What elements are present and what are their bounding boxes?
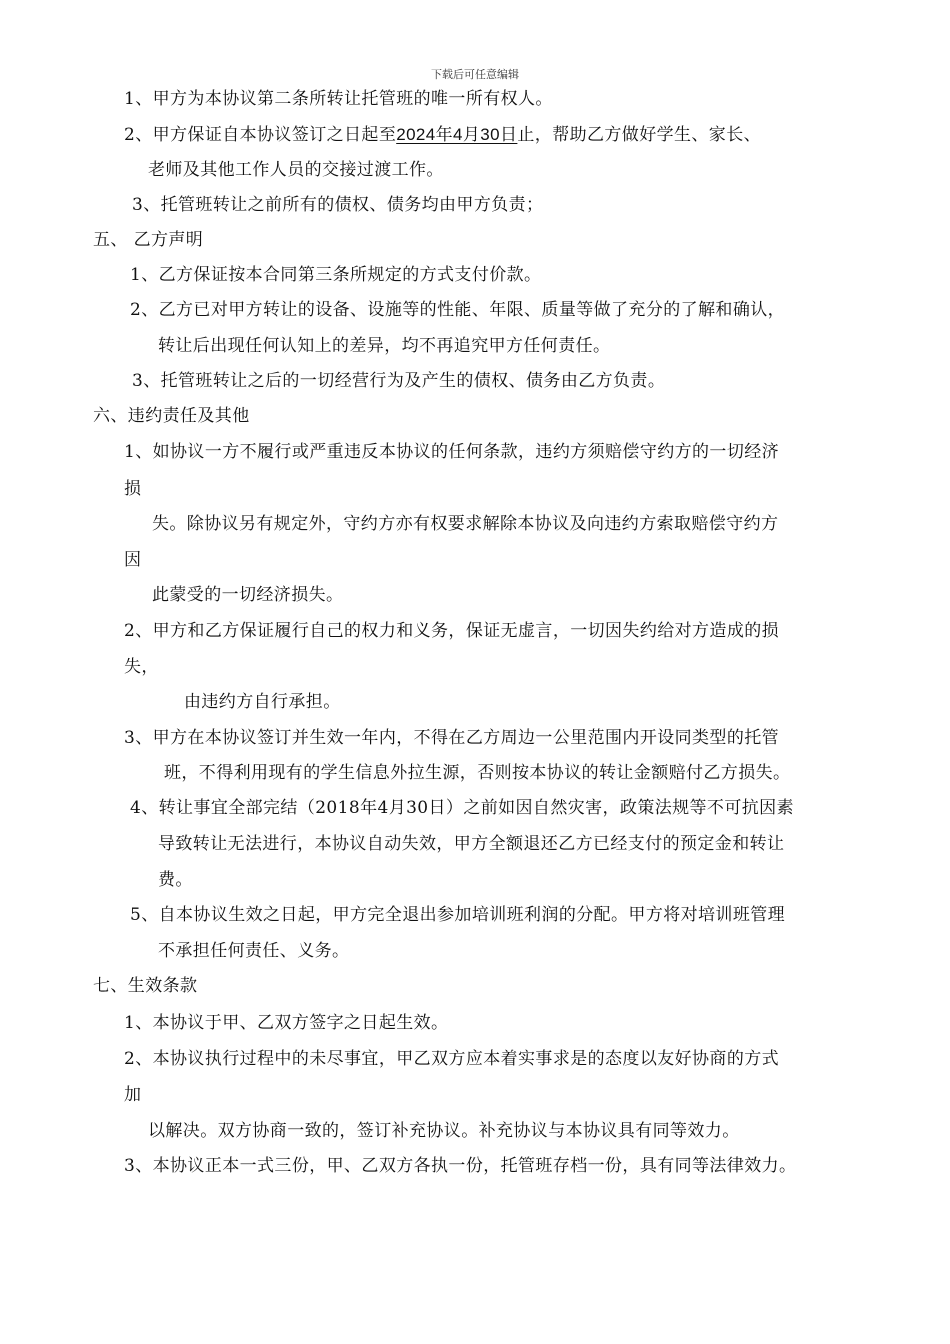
- art6-item-3: 3、甲方在本协议签订并生效一年内，不得在乙方周边一公里范围内开设同类型的托管: [124, 728, 780, 748]
- art6-item-1: 1、如协议一方不履行或严重违反本协议的任何条款，违约方须赔偿守约方的一切经济: [124, 442, 780, 462]
- art5-item-1: 1、乙方保证按本合同第三条所规定的方式支付价款。: [130, 265, 542, 285]
- art4-item-2-prefix: 2、甲方保证自本协议签订之日起至: [124, 125, 397, 145]
- art6-item-4-cont-1: 导致转让无法进行，本协议自动失效，甲方全额退还乙方已经支付的预定金和转让: [158, 834, 785, 854]
- art7-item-3: 3、本协议正本一式三份，甲、乙双方各执一份，托管班存档一份，具有同等法律效力。: [124, 1156, 797, 1176]
- art7-heading: 七、生效条款: [93, 976, 198, 996]
- art6-item-4-cont-2: 费。: [158, 870, 193, 890]
- art4-item-3: 3、托管班转让之前所有的债权、债务均由甲方负责；: [132, 195, 544, 215]
- art7-item-2-cont: 以解决。双方协商一致的，签订补充协议。补充协议与本协议具有同等效力。: [148, 1121, 740, 1141]
- art6-item-1-wrap-2: 因: [124, 550, 142, 570]
- page-header: 下载后可任意编辑: [431, 68, 519, 81]
- art6-item-1-cont-2: 此蒙受的一切经济损失。: [152, 585, 344, 605]
- art6-item-1-wrap-1: 损: [124, 479, 142, 499]
- art7-item-1: 1、本协议于甲、乙双方签字之日起生效。: [124, 1013, 449, 1033]
- art6-item-2-wrap: 失，: [124, 657, 159, 677]
- art5-item-2: 2、乙方已对甲方转让的设备、设施等的性能、年限、质量等做了充分的了解和确认，: [130, 300, 786, 320]
- art4-item-2-cont: 老师及其他工作人员的交接过渡工作。: [148, 160, 444, 180]
- art6-item-4: 4、转让事宜全部完结（2018年4月30日）之前如因自然灾害，政策法规等不可抗因素: [130, 798, 794, 818]
- art4-item-2: [124, 124, 761, 146]
- art6-item-2: 2、甲方和乙方保证履行自己的权力和义务，保证无虚言，一切因失约给对方造成的损: [124, 621, 780, 641]
- art6-item-3-cont: 班，不得利用现有的学生信息外拉生源，否则按本协议的转让金额赔付乙方损失。: [164, 763, 791, 783]
- art6-item-5: 5、自本协议生效之日起，甲方完全退出参加培训班利润的分配。甲方将对培训班管理: [130, 905, 786, 925]
- art4-item-1: 1、甲方为本协议第二条所转让托管班的唯一所有权人。: [124, 89, 553, 109]
- art6-item-2-cont: 由违约方自行承担。: [184, 692, 341, 712]
- art6-item-5-cont: 不承担任何责任、义务。: [158, 941, 350, 961]
- art7-item-2: 2、本协议执行过程中的未尽事宜，甲乙双方应本着实事求是的态度以友好协商的方式: [124, 1049, 780, 1069]
- art4-item-2-date: 2024年4月30日: [396, 125, 518, 144]
- art4-item-2-suffix: 止，帮助乙方做好学生、家长、: [517, 125, 762, 145]
- art5-heading: 五、 乙方声明: [93, 230, 204, 250]
- art5-item-3: 3、托管班转让之后的一切经营行为及产生的债权、债务由乙方负责。: [132, 371, 666, 391]
- art6-item-1-cont-1: 失。除协议另有规定外，守约方亦有权要求解除本协议及向违约方索取赔偿守约方: [152, 514, 779, 534]
- art7-item-2-wrap: 加: [124, 1085, 142, 1105]
- art5-item-2-cont: 转让后出现任何认知上的差异，均不再追究甲方任何责任。: [158, 336, 611, 356]
- art6-heading: 六、违约责任及其他: [93, 406, 250, 426]
